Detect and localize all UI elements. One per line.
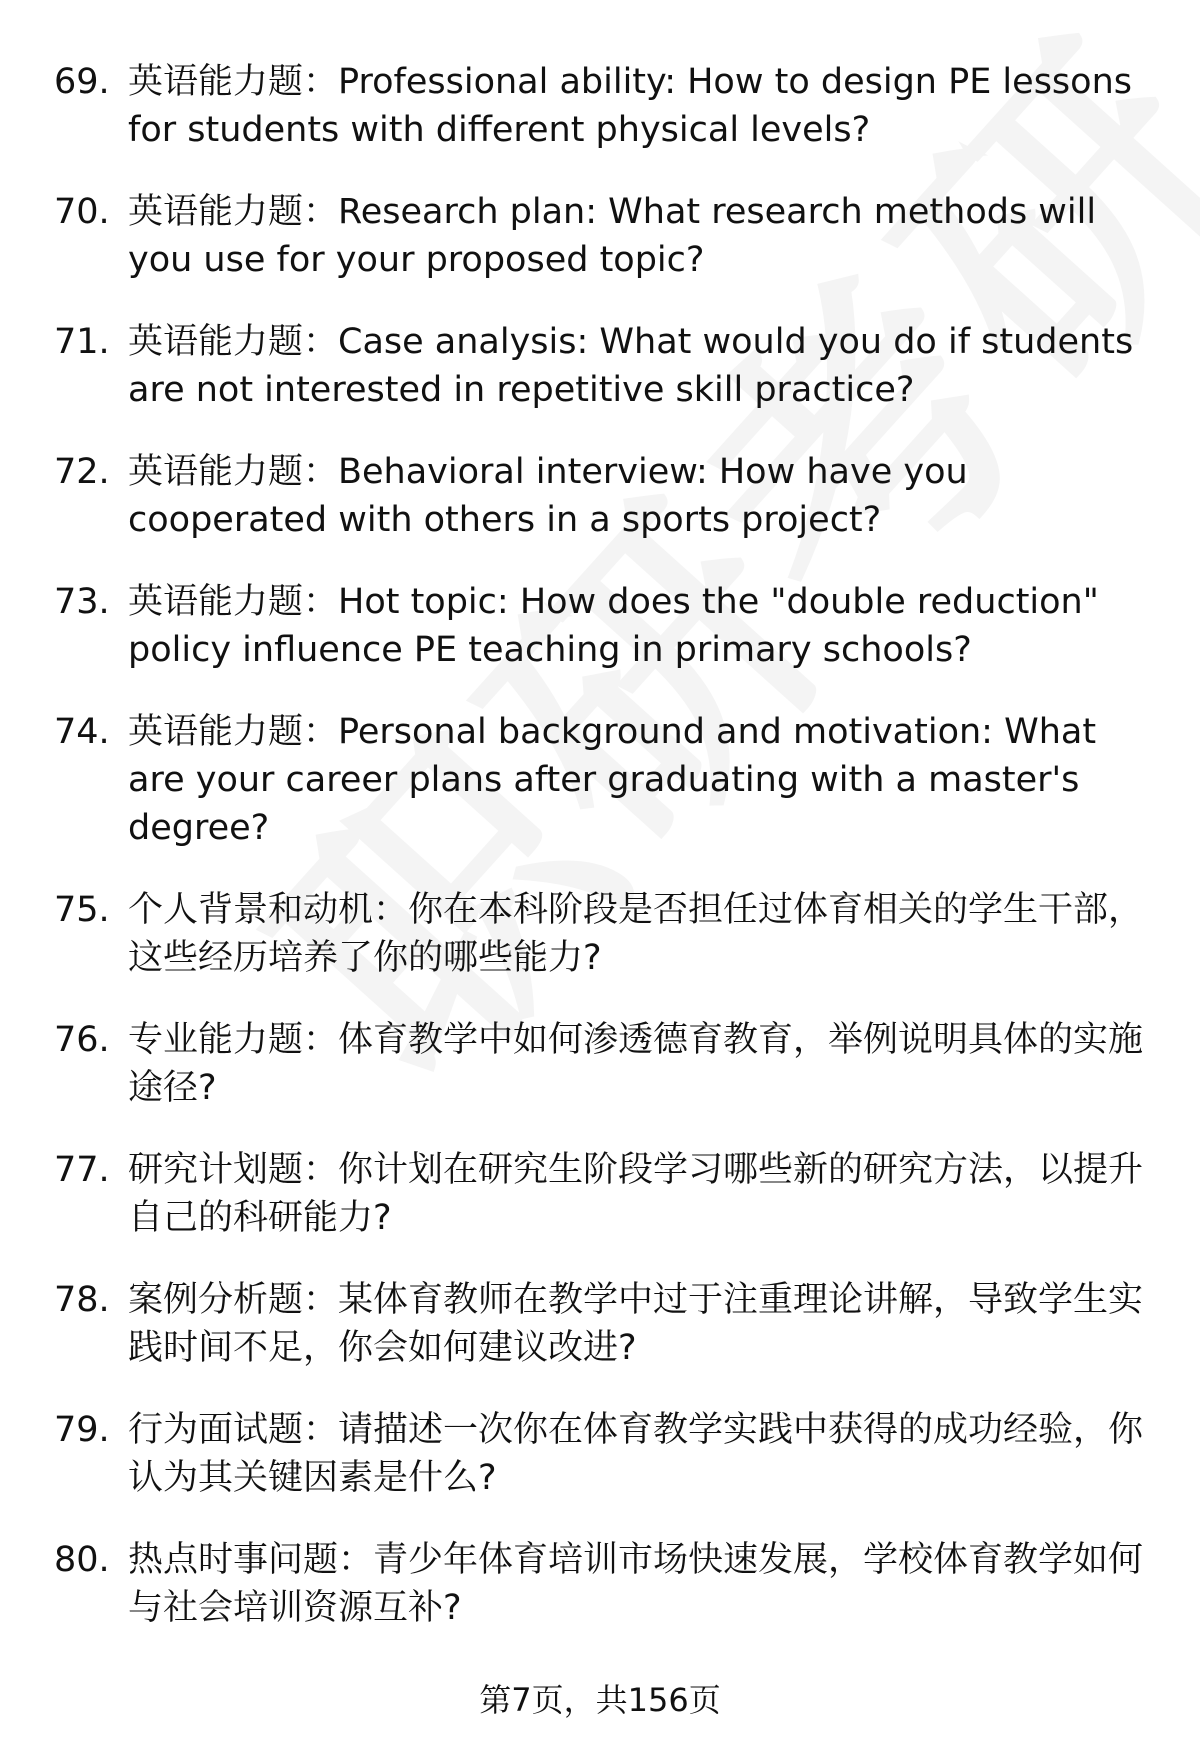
question-number: 76. bbox=[54, 1020, 110, 1060]
question-item bbox=[0, 448, 1200, 544]
question-text: 专业能力题：体育教学中如何渗透德育教育，举例说明具体的实施途径? bbox=[128, 1020, 1144, 1108]
question-text: 英语能力题：Research plan: What research methods will you use for your proposed topic? bbox=[128, 192, 1097, 280]
question-item bbox=[0, 188, 1200, 284]
page-number-footer: 第7页，共156页 bbox=[479, 1681, 721, 1719]
question-text: 行为面试题：请描述一次你在体育教学实践中获得的成功经验，你认为其关键因素是什么? bbox=[128, 1410, 1144, 1498]
question-number: 69. bbox=[54, 62, 110, 102]
question-number: 77. bbox=[54, 1150, 110, 1190]
question-text: 英语能力题：Case analysis: What would you do if students are not interested in repetitive skill practice? bbox=[128, 322, 1134, 410]
question-text: 研究计划题：你计划在研究生阶段学习哪些新的研究方法，以提升自己的科研能力? bbox=[128, 1150, 1144, 1238]
question-number: 71. bbox=[54, 322, 110, 362]
question-number: 74. bbox=[54, 712, 110, 752]
question-number: 72. bbox=[54, 452, 110, 492]
question-number: 79. bbox=[54, 1410, 110, 1450]
question-text: 英语能力题：Professional ability: How to design PE lessons for students with different physical levels? bbox=[128, 62, 1132, 150]
question-item bbox=[0, 578, 1200, 674]
question-item bbox=[0, 708, 1200, 852]
question-item bbox=[0, 58, 1200, 154]
question-number: 75. bbox=[54, 890, 110, 930]
question-number: 73. bbox=[54, 582, 110, 622]
question-text: 英语能力题：Hot topic: How does the "double reduction" policy influence PE teaching in primary schools? bbox=[128, 582, 1099, 670]
question-text: 案例分析题：某体育教师在教学中过于注重理论讲解，导致学生实践时间不足，你会如何建议改进? bbox=[128, 1280, 1144, 1368]
question-item bbox=[0, 1146, 1200, 1242]
question-text: 热点时事问题：青少年体育培训市场快速发展，学校体育教学如何与社会培训资源互补? bbox=[128, 1540, 1144, 1628]
question-item bbox=[0, 1536, 1200, 1632]
question-number: 80. bbox=[54, 1540, 110, 1580]
question-list bbox=[0, 58, 1200, 1666]
question-item bbox=[0, 1276, 1200, 1372]
question-item bbox=[0, 886, 1200, 982]
question-text: 英语能力题：Personal background and motivation: What are your career plans after graduating with a master's degree? bbox=[128, 712, 1097, 848]
question-item bbox=[0, 1016, 1200, 1112]
question-text: 英语能力题：Behavioral interview: How have you cooperated with others in a sports project? bbox=[128, 452, 968, 540]
question-text: 个人背景和动机：你在本科阶段是否担任过体育相关的学生干部，这些经历培养了你的哪些能力? bbox=[128, 890, 1144, 978]
question-item bbox=[0, 1406, 1200, 1502]
question-item bbox=[0, 318, 1200, 414]
question-number: 70. bbox=[54, 192, 110, 232]
question-number: 78. bbox=[54, 1280, 110, 1320]
